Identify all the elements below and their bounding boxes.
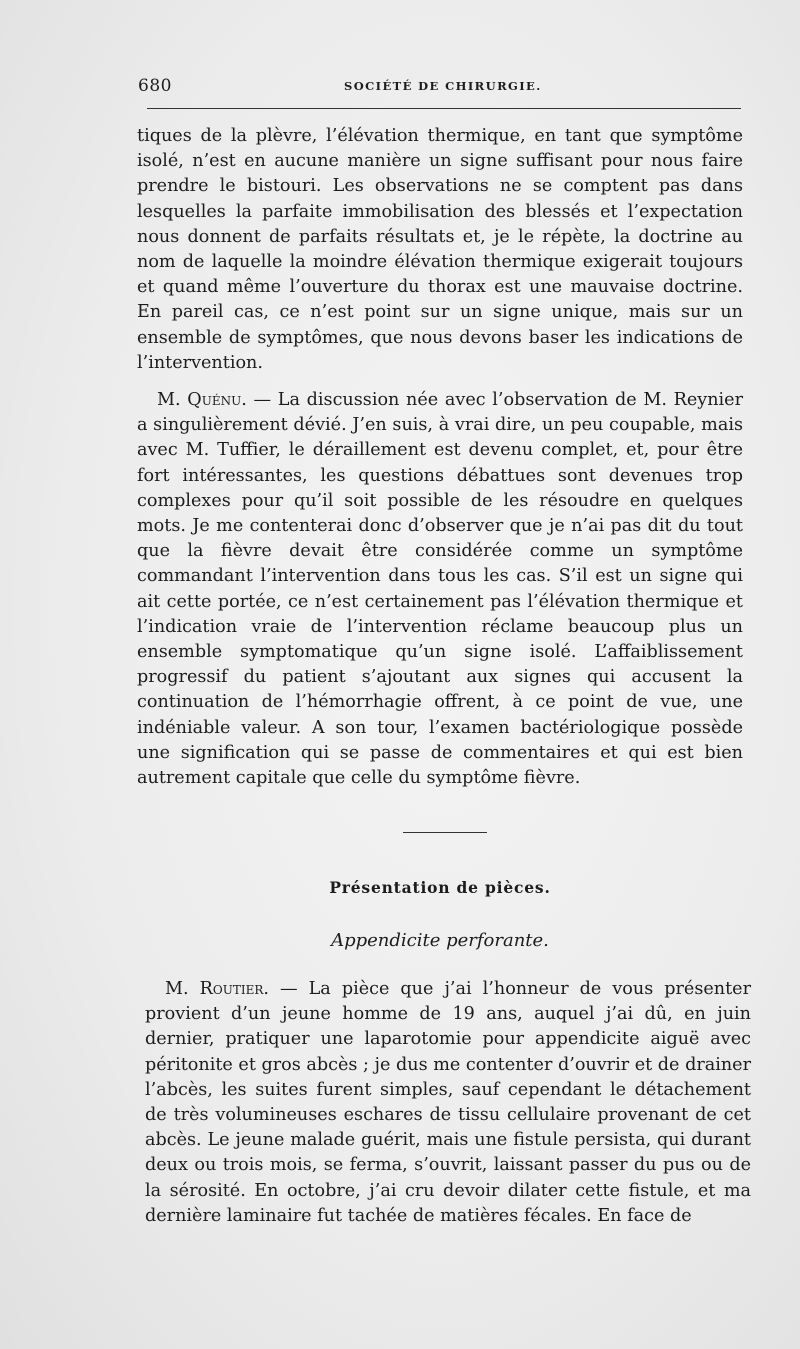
speaker-queny: M. Quénu. [157,390,247,411]
running-head [138,76,750,98]
continuation-paragraph: tiques de la plèvre, l’élévation thermique, en tant que symptôme isolé, n’est en aucune manière un signe suffisant pour nous faire prendre le bistouri. Les observations ne se comptent pas dans lesquelles la parfaite immobilisation des blessés et l’expectation nous donnent de parfaits résultats et, je le répète, la doctrine au nom de laquelle la moindre élévation thermique exigerait toujours et quand même l’ouverture du thorax est une mauvaise doctrine. En pareil cas, ce n’est point sur un signe unique, mais sur un ensemble de symptômes, que nous devons baser les indications de l’intervention. [137,126,743,373]
queny-paragraph [137,388,743,791]
page-number: 680 [138,76,172,96]
section-heading: Présentation de pièces. [329,878,551,897]
routier-paragraph [145,977,751,1229]
routier-text-block [145,977,751,1229]
journal-title: SOCIÉTÉ DE CHIRURGIE. [344,79,542,93]
section-subheading: Appendicite perforante. [331,930,549,951]
header-rule [147,108,741,109]
section-divider [403,832,487,833]
speaker-routier: M. Routier. [165,979,269,999]
routier-text: — La pièce que j’ai l’honneur de vous présenter provient d’un jeune homme de 19 ans, auquel j’ai dû, en juin dernier, pratiquer une laparotomie pour appendicite aiguë avec péritonite et gros abcès ; je dus me contenter d’ouvrir et de drainer l’abcès, les suites furent simples, sauf cependant le détachement de très volumineuses eschares de tissu cellulaire provenant de cet abcès. Le jeune malade guérit, mais une fistule persista, qui durant deux ou trois mois, se ferma, s’ouvrit, laissant passer du pus ou de la sérosité. En octobre, j’ai cru devoir dilater cette fistule, et ma dernière laminaire fut tachée de matières fécales. En face de [145,979,752,1226]
queny-text: — La discussion née avec l’observation de M. Reynier a singulièrement dévié. J’en suis, à vrai dire, un peu coupable, mais avec M. Tuffier, le déraillement est devenu complet, et, pour être fort intéressantes, les questions débattues sont devenues trop complexes pour qu’il soit possible de les résoudre en quelques mots. Je me contenterai donc d’observer que je n’ai pas dit du tout que la fièvre devait être considérée comme un symptôme commandant l’intervention dans tous les cas. S’il est un signe qui ait cette portée, ce n’est certainement pas l’élévation thermique et l’indication vraie de l’intervention réclame beaucoup plus un ensemble symptomatique qu’un signe isolé. L’affaiblissement progressif du patient s’ajoutant aux signes qui accusent la continuation de l’hémorrhagie offrent, à ce point de vue, une indéniable valeur. A son tour, l’examen bactériologique possède une signification qui se passe de commentaires et qui est bien autrement capitale que celle du symptôme fièvre. [137,390,744,789]
main-text-block [137,124,743,791]
